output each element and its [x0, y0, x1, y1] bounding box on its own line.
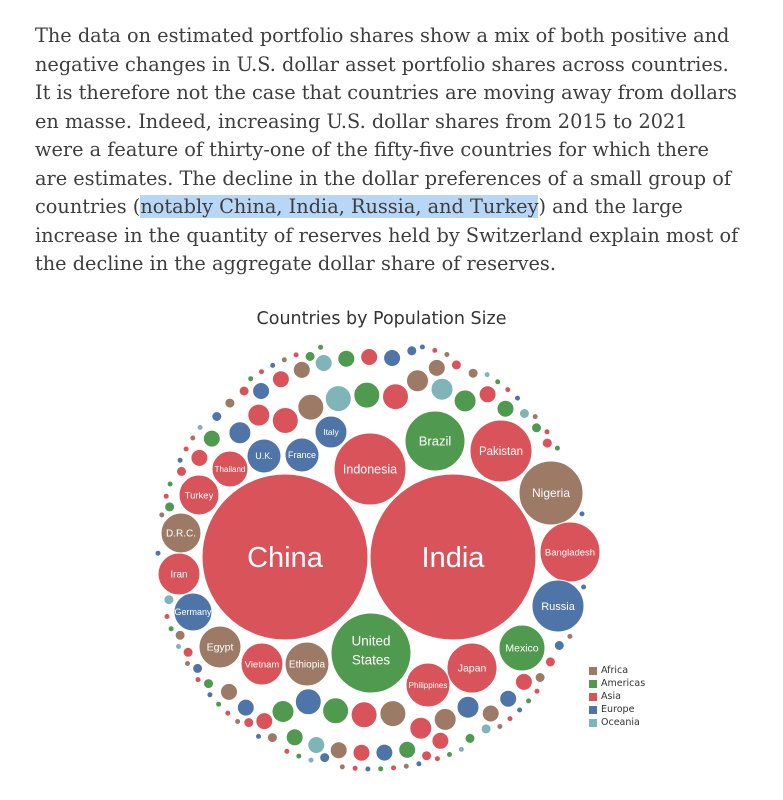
small-country-bubble[interactable] — [465, 733, 475, 743]
legend-item-europe — [589, 703, 645, 716]
small-country-bubble[interactable] — [193, 663, 203, 673]
chart-legend — [589, 664, 645, 729]
small-country-bubble[interactable] — [517, 707, 523, 713]
small-country-bubble[interactable] — [270, 362, 276, 368]
small-country-bubble[interactable] — [323, 698, 349, 724]
small-country-bubble[interactable] — [267, 733, 277, 743]
legend-item-africa — [589, 664, 645, 677]
small-country-bubble[interactable] — [185, 661, 191, 667]
small-country-bubble[interactable] — [428, 359, 445, 376]
small-country-bubble[interactable] — [204, 679, 214, 689]
small-country-bubble[interactable] — [253, 383, 270, 400]
bubble-label-nigeria: Nigeria — [531, 486, 571, 501]
bubble-label-india: India — [421, 542, 485, 575]
small-country-bubble[interactable] — [468, 368, 478, 378]
small-country-bubble[interactable] — [256, 713, 273, 730]
small-country-bubble[interactable] — [168, 626, 174, 632]
small-country-bubble[interactable] — [177, 466, 187, 476]
small-country-bubble[interactable] — [457, 696, 479, 718]
small-country-bubble[interactable] — [497, 400, 514, 417]
small-country-bubble[interactable] — [484, 372, 490, 378]
legend-swatch — [589, 693, 597, 701]
small-country-bubble[interactable] — [534, 688, 540, 694]
bubble-label-brazil: Brazil — [418, 433, 452, 449]
small-country-bubble[interactable] — [164, 595, 174, 605]
small-country-bubble[interactable] — [272, 408, 298, 434]
small-country-bubble[interactable] — [320, 753, 330, 763]
small-country-bubble[interactable] — [532, 414, 538, 420]
small-country-bubble[interactable] — [286, 729, 303, 746]
bubble-label-indonesia: Indonesia — [342, 462, 398, 477]
small-country-bubble[interactable] — [482, 705, 499, 722]
small-country-bubble[interactable] — [203, 430, 220, 447]
small-country-bubble[interactable] — [515, 673, 532, 690]
small-country-bubble[interactable] — [191, 449, 208, 466]
small-country-bubble[interactable] — [567, 633, 573, 639]
small-country-bubble[interactable] — [500, 690, 517, 707]
small-country-bubble[interactable] — [545, 657, 555, 667]
legend-label: Oceania — [601, 717, 640, 728]
small-country-bubble[interactable] — [272, 371, 289, 388]
small-country-bubble[interactable] — [325, 386, 351, 412]
small-country-bubble[interactable] — [244, 718, 254, 728]
small-country-bubble[interactable] — [195, 677, 201, 683]
small-country-bubble[interactable] — [554, 445, 560, 451]
small-country-bubble[interactable] — [237, 699, 254, 716]
small-country-bubble[interactable] — [183, 647, 193, 657]
bubble-label-china: China — [247, 542, 323, 575]
small-country-bubble[interactable] — [383, 384, 409, 410]
small-country-bubble[interactable] — [419, 344, 425, 350]
small-country-bubble[interactable] — [432, 732, 449, 749]
small-country-bubble[interactable] — [535, 673, 545, 683]
small-country-bubble[interactable] — [507, 716, 513, 722]
small-country-bubble[interactable] — [190, 435, 196, 441]
small-country-bubble[interactable] — [353, 744, 370, 761]
small-country-bubble[interactable] — [281, 357, 287, 363]
bubble-label-d-r-c: D.R.C. — [166, 528, 196, 540]
small-country-bubble[interactable] — [318, 344, 324, 350]
small-country-bubble[interactable] — [378, 766, 384, 772]
legend-swatch — [589, 706, 597, 714]
small-country-bubble[interactable] — [505, 387, 511, 393]
chart-title: Countries by Population Size — [256, 309, 507, 329]
small-country-bubble[interactable] — [163, 493, 169, 499]
small-country-bubble[interactable] — [239, 386, 249, 396]
small-country-bubble[interactable] — [380, 701, 406, 727]
small-country-bubble[interactable] — [365, 766, 371, 772]
bubble-label-italy: Italy — [323, 427, 339, 437]
legend-swatch — [589, 680, 597, 688]
small-country-bubble[interactable] — [207, 692, 213, 698]
bubble-label-u-k: U.K. — [255, 451, 273, 462]
small-country-bubble[interactable] — [451, 360, 461, 370]
small-country-bubble[interactable] — [212, 412, 222, 422]
small-country-bubble[interactable] — [532, 423, 542, 433]
small-country-bubble[interactable] — [554, 641, 564, 651]
small-country-bubble[interactable] — [248, 404, 270, 426]
bubble-label-egypt: Egypt — [206, 641, 234, 654]
small-country-bubble[interactable] — [339, 764, 345, 770]
small-country-bubble[interactable] — [305, 351, 315, 361]
bubble-label-mexico: Mexico — [505, 642, 539, 655]
small-country-bubble[interactable] — [284, 748, 290, 754]
bubble-label-iran: Iran — [170, 569, 188, 581]
small-country-bubble[interactable] — [526, 698, 532, 704]
bubble-label-bangladesh: Bangladesh — [544, 547, 596, 559]
small-country-bubble[interactable] — [298, 394, 324, 420]
small-country-bubble[interactable] — [432, 347, 438, 353]
article-text-end: ) and the large increase in the quantity of reserves held by Switzerland explain most of the decline in the aggregate dollar share of reserves. — [35, 195, 739, 275]
bubble-label-ethiopia: Ethiopia — [288, 659, 326, 671]
small-country-bubble[interactable] — [458, 746, 464, 752]
legend-item-oceania — [589, 716, 645, 729]
small-country-bubble[interactable] — [259, 369, 265, 375]
small-country-bubble[interactable] — [422, 751, 432, 761]
bubble-label-vietnam: Vietnam — [244, 659, 280, 671]
small-country-bubble[interactable] — [384, 350, 401, 367]
legend-label: Africa — [601, 665, 629, 676]
bubble-label-germany: Germany — [174, 607, 212, 618]
legend-swatch — [589, 719, 597, 727]
small-country-bubble[interactable] — [399, 741, 416, 758]
article-text-start: The data on estimated portfolio shares show a mix of both positive and negative changes in U.S. dollar asset portfolio shares across countries. It is therefore not the case that countries are moving away from dollars en masse. Indeed, increasing U.S. dollar shares from 2015 to 2021 were a feature of thirty-one of the fifty-five countries for which there are estimates. The decline in the dollar preferences of a small group of countries ( — [35, 24, 737, 218]
small-country-bubble[interactable] — [229, 422, 251, 444]
bubble-label-philippines: Philippines — [408, 680, 448, 690]
small-country-bubble[interactable] — [164, 614, 170, 620]
small-country-bubble[interactable] — [542, 438, 552, 448]
legend-label: Americas — [601, 678, 646, 689]
legend-item-americas — [589, 677, 645, 690]
small-country-bubble[interactable] — [495, 379, 501, 385]
bubble-label-russia: Russia — [541, 600, 575, 613]
legend-label: Asia — [601, 691, 621, 702]
small-country-bubble[interactable] — [216, 701, 222, 707]
small-country-bubble[interactable] — [447, 752, 453, 758]
small-country-bubble[interactable] — [197, 425, 203, 431]
small-country-bubble[interactable] — [479, 386, 496, 403]
bubble-label-pakistan: Pakistan — [478, 446, 524, 458]
small-country-bubble[interactable] — [221, 683, 238, 700]
legend-label: Europe — [601, 704, 635, 715]
bubble-label-united-states: United — [351, 633, 391, 649]
small-country-bubble[interactable] — [416, 761, 422, 767]
small-country-bubble[interactable] — [225, 710, 231, 716]
small-country-bubble[interactable] — [225, 398, 235, 408]
small-country-bubble[interactable] — [315, 355, 332, 372]
small-country-bubble[interactable] — [351, 702, 377, 728]
small-country-bubble[interactable] — [293, 352, 299, 358]
small-country-bubble[interactable] — [295, 689, 321, 715]
small-country-bubble[interactable] — [581, 584, 587, 590]
small-country-bubble[interactable] — [165, 502, 175, 512]
bubble-label-turkey: Turkey — [184, 490, 214, 502]
legend-swatch — [589, 667, 597, 675]
highlighted-text[interactable]: notably China, India, Russia, and Turkey — [140, 195, 539, 218]
small-country-bubble[interactable] — [434, 708, 456, 730]
bubble-label-thailand: Thailand — [214, 464, 246, 474]
small-country-bubble[interactable] — [519, 409, 529, 419]
small-country-bubble[interactable] — [248, 376, 254, 382]
small-country-bubble[interactable] — [407, 346, 417, 356]
small-country-bubble[interactable] — [579, 511, 585, 517]
small-country-bubble[interactable] — [403, 763, 409, 769]
small-country-bubble[interactable] — [167, 481, 173, 487]
small-country-bubble[interactable] — [515, 395, 521, 401]
small-country-bubble[interactable] — [361, 349, 378, 366]
small-country-bubble[interactable] — [544, 429, 550, 435]
bubble-label-japan: Japan — [457, 662, 487, 675]
small-country-bubble[interactable] — [308, 757, 314, 763]
bubble-label-france: France — [287, 450, 317, 461]
small-country-bubble[interactable] — [176, 644, 182, 650]
small-country-bubble[interactable] — [159, 512, 165, 518]
small-country-bubble[interactable] — [410, 717, 432, 739]
legend-item-asia — [589, 690, 645, 703]
small-country-bubble[interactable] — [177, 457, 183, 463]
small-country-bubble[interactable] — [434, 756, 440, 762]
small-country-bubble[interactable] — [330, 742, 347, 759]
small-country-bubble[interactable] — [183, 446, 189, 452]
small-country-bubble[interactable] — [431, 378, 453, 400]
small-country-bubble[interactable] — [444, 352, 450, 358]
small-country-bubble[interactable] — [407, 370, 429, 392]
small-country-bubble[interactable] — [308, 737, 325, 754]
small-country-bubble[interactable] — [175, 630, 185, 640]
small-country-bubble[interactable] — [391, 765, 397, 771]
small-country-bubble[interactable] — [338, 350, 355, 367]
small-country-bubble[interactable] — [235, 719, 241, 725]
small-country-bubble[interactable] — [272, 701, 294, 723]
small-country-bubble[interactable] — [354, 382, 380, 408]
small-country-bubble[interactable] — [293, 361, 310, 378]
small-country-bubble[interactable] — [352, 765, 358, 771]
small-country-bubble[interactable] — [497, 724, 503, 730]
small-country-bubble[interactable] — [296, 753, 302, 759]
small-country-bubble[interactable] — [454, 390, 476, 412]
bubble-label-united-states: States — [351, 652, 391, 668]
small-country-bubble[interactable] — [155, 550, 161, 556]
small-country-bubble[interactable] — [256, 733, 262, 739]
small-country-bubble[interactable] — [481, 724, 491, 734]
small-country-bubble[interactable] — [376, 744, 393, 761]
